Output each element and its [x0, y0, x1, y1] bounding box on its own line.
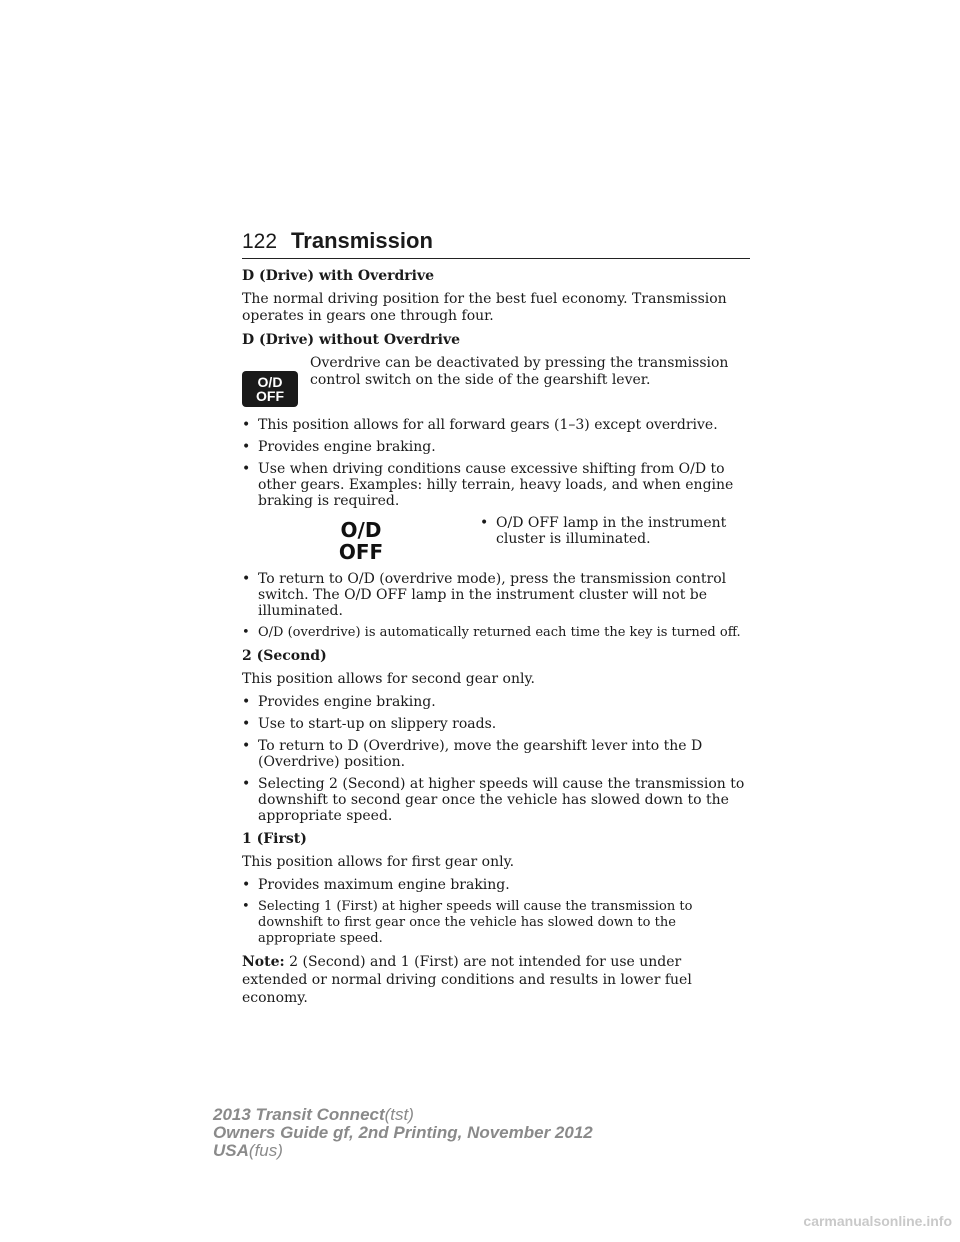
od-off-switch-row [242, 355, 750, 407]
second-list [242, 694, 750, 824]
drive-no-od-list-2 [242, 571, 750, 641]
note-label: Note: [242, 954, 285, 970]
second-heading: 2 (Second) [242, 648, 327, 664]
drive-no-od-list [242, 417, 750, 509]
list-item: • Selecting 2 (Second) at higher speeds will cause the transmission to downshift to second gear once the vehicle has slowed down to the appropriate speed. [242, 776, 745, 824]
drive-od-heading: D (Drive) with Overdrive [242, 268, 435, 284]
od-off-switch-icon: O/D OFF [242, 371, 298, 407]
drive-no-od-heading: D (Drive) without Overdrive [242, 332, 461, 348]
list-item: • O/D OFF lamp in the instrument cluster is illuminated. [480, 515, 727, 547]
second-text: This position allows for second gear only. [242, 671, 535, 687]
od-off-switch-text: Overdrive can be deactivated by pressing the transmission control switch on the side of the gearshift lever. [310, 355, 729, 388]
document-footer: 2013 Transit Connect(tst) Owners Guide gf, 2nd Printing, November 2012 USA(fus) [213, 1105, 593, 1160]
page-content [242, 228, 750, 1007]
watermark: carmanualsonline.info [803, 1213, 952, 1229]
page-header [242, 228, 750, 259]
od-off-lamp-icon: O/D OFF [338, 518, 384, 564]
od-off-lamp-row [242, 515, 750, 563]
drive-od-text: The normal driving position for the best fuel economy. Transmission operates in gears one through four. [242, 291, 727, 324]
note [242, 953, 750, 1007]
list-item: • Use to start-up on slippery roads. [242, 716, 497, 732]
note-text: 2 (Second) and 1 (First) are not intended for use under extended or normal driving conditions and results in lower fuel economy. [242, 954, 692, 1006]
list-item: • O/D (overdrive) is automatically returned each time the key is turned off. [242, 625, 741, 640]
section-title: Transmission [291, 228, 433, 253]
list-item: • This position allows for all forward gears (1–3) except overdrive. [242, 417, 718, 433]
first-heading: 1 (First) [242, 831, 307, 847]
list-item: • Provides maximum engine braking. [242, 877, 510, 893]
list-item: • To return to O/D (overdrive mode), press the transmission control switch. The O/D OFF lamp in the instrument cluster will not be illuminated. [242, 571, 727, 619]
list-item: • To return to D (Overdrive), move the gearshift lever into the D (Overdrive) position. [242, 738, 703, 770]
list-item: • Use when driving conditions cause excessive shifting from O/D to other gears. Examples: hilly terrain, heavy loads, and when engine braking is required. [242, 461, 734, 509]
list-item: • Provides engine braking. [242, 439, 436, 455]
first-text: This position allows for first gear only. [242, 854, 515, 870]
first-list [242, 877, 750, 947]
page-number: 122 [242, 230, 278, 253]
list-item: • Provides engine braking. [242, 694, 436, 710]
list-item: • Selecting 1 (First) at higher speeds will cause the transmission to downshift to first gear once the vehicle has slowed down to the appropriate speed. [242, 899, 693, 946]
